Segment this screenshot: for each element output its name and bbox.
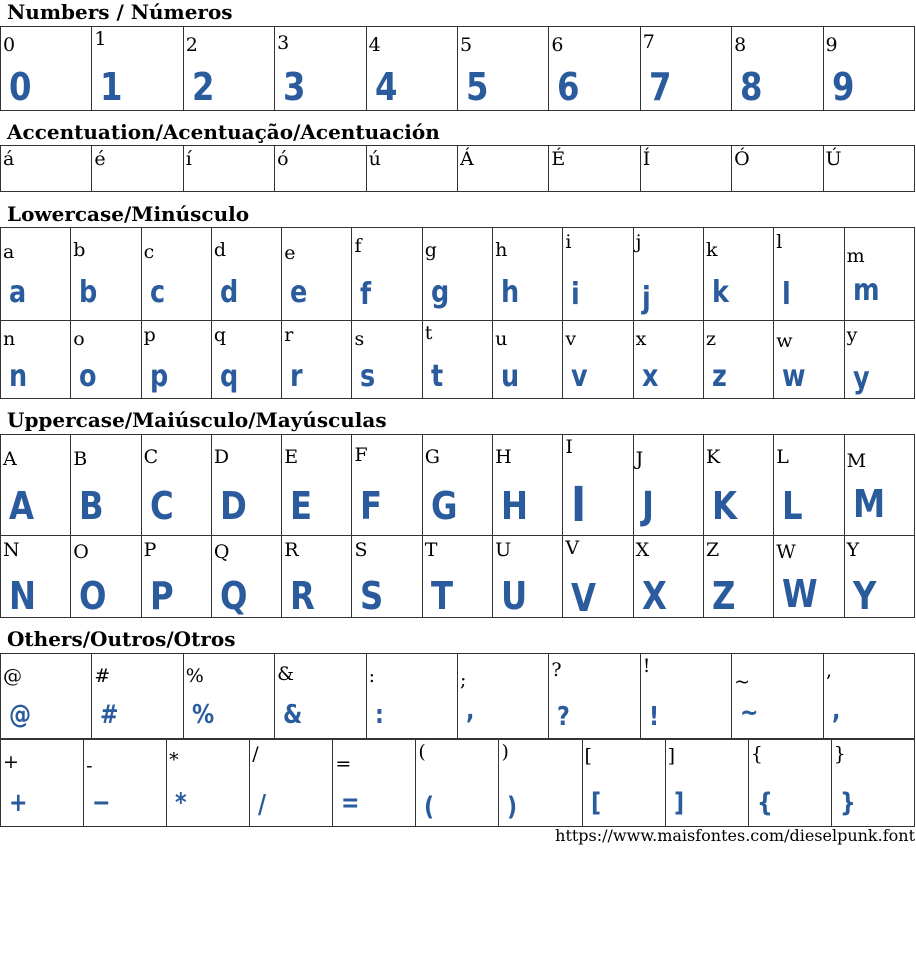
symbol-cell (499, 740, 582, 827)
glyph-sample: V (571, 576, 597, 620)
cell-label: x (635, 328, 647, 350)
symbol-cell (366, 654, 457, 739)
letter-cell (141, 536, 211, 618)
symbol-cell (416, 740, 499, 827)
glyph-sample: A (9, 484, 35, 528)
letter-cell (1, 228, 71, 321)
glyph-sample: } (839, 788, 856, 818)
letter-cell (141, 435, 211, 536)
glyph-sample: 4 (374, 65, 398, 109)
cell-label: i (565, 231, 572, 253)
number-cell (457, 27, 548, 111)
glyph-sample: G (430, 484, 458, 528)
cell-label: 9 (825, 34, 838, 56)
glyph-sample: w (782, 359, 806, 394)
cell-label: / (252, 743, 259, 765)
glyph-sample: 8 (740, 65, 763, 109)
symbol-cell (183, 654, 274, 739)
cell-label: ( (418, 741, 426, 763)
letter-cell (703, 321, 773, 399)
cell-label: ; (459, 669, 467, 691)
glyph-sample: g (430, 275, 450, 310)
cell-label: ó (277, 148, 289, 170)
glyph-sample: k (711, 275, 729, 310)
letter-cell (352, 321, 422, 399)
letter-cell (422, 228, 492, 321)
cell-label: g (424, 239, 437, 261)
glyph-sample: K (711, 484, 738, 528)
cell-label: D (213, 446, 230, 468)
glyph-sample: { (756, 788, 773, 818)
glyph-sample: L (782, 484, 803, 528)
lowercase-row-2 (1, 321, 915, 399)
letter-cell (211, 435, 281, 536)
letter-cell (141, 321, 211, 399)
letter-cell (703, 435, 773, 536)
cell-label: q (213, 324, 227, 346)
glyph-sample: W (782, 572, 818, 616)
letter-cell (633, 228, 703, 321)
glyph-sample: C (149, 484, 174, 528)
source-url-link[interactable]: https://www.maisfontes.com/dieselpunk.font (555, 826, 915, 845)
cell-label: 8 (734, 34, 747, 56)
glyph-sample: : (374, 700, 384, 730)
accent-cell (366, 146, 457, 192)
number-cell (92, 27, 183, 111)
glyph-sample: # (100, 700, 119, 730)
cell-label: N (3, 539, 20, 561)
cell-label: - (86, 755, 93, 777)
glyph-sample: H (501, 484, 529, 528)
glyph-sample: c (149, 275, 165, 310)
letter-cell (563, 435, 633, 536)
number-cell (1, 27, 92, 111)
cell-label: v (565, 328, 577, 350)
cell-label: F (354, 444, 368, 466)
letter-cell (844, 321, 914, 399)
cell-label: p (143, 324, 156, 346)
symbol-cell (457, 654, 548, 739)
accent-cell (640, 146, 731, 192)
accent-cell (183, 146, 274, 192)
accent-cell (732, 146, 823, 192)
glyph-sample: Q (219, 574, 248, 618)
glyph-sample: q (219, 359, 239, 394)
cell-label: % (185, 665, 204, 687)
glyph-sample: ~ (740, 698, 759, 728)
glyph-sample: X (641, 574, 667, 618)
numbers-table (0, 26, 915, 111)
cell-label: X (635, 539, 650, 561)
cell-label: ? (551, 659, 562, 681)
symbol-cell (732, 654, 823, 739)
letter-cell (352, 228, 422, 321)
others-table-2 (0, 739, 915, 827)
cell-label: { (750, 743, 763, 765)
section-title-others: Others/Outros/Otros (7, 627, 236, 651)
glyph-sample: n (9, 359, 28, 394)
glyph-sample: 9 (831, 65, 855, 109)
cell-label: K (705, 446, 721, 468)
glyph-sample: [ (590, 788, 601, 818)
cell-label: M (846, 450, 867, 472)
cell-label: 0 (3, 34, 16, 56)
cell-label: B (73, 448, 88, 470)
cell-label: S (354, 539, 368, 561)
cell-label: n (3, 328, 16, 350)
cell-label: b (73, 239, 86, 261)
accent-cell (92, 146, 183, 192)
letter-cell (774, 536, 844, 618)
glyph-sample: + (9, 788, 28, 818)
glyph-sample: 0 (9, 65, 32, 109)
number-cell (366, 27, 457, 111)
cell-label: 6 (551, 34, 564, 56)
letter-cell (703, 228, 773, 321)
cell-label: V (565, 537, 580, 559)
glyph-sample: , (831, 696, 840, 726)
letter-cell (71, 435, 141, 536)
glyph-sample: 5 (465, 65, 489, 109)
letter-cell (71, 228, 141, 321)
glyph-sample: U (501, 574, 528, 618)
cell-label: k (705, 239, 718, 261)
accent-cell (457, 146, 548, 192)
cell-label: c (143, 241, 155, 263)
cell-label: J (635, 448, 644, 470)
cell-label: G (424, 446, 440, 468)
glyph-sample: , (465, 696, 475, 726)
cell-label: f (354, 235, 362, 257)
letter-cell (141, 228, 211, 321)
symbol-cell (748, 740, 831, 827)
symbol-cell (831, 740, 914, 827)
cell-label: 5 (459, 34, 473, 56)
glyph-sample: P (149, 574, 174, 618)
symbol-cell (640, 654, 731, 739)
symbol-cell (665, 740, 748, 827)
cell-label: a (3, 241, 15, 263)
letter-cell (774, 321, 844, 399)
cell-label: Y (846, 539, 860, 561)
letter-cell (282, 228, 352, 321)
cell-label: H (495, 446, 512, 468)
letter-cell (352, 435, 422, 536)
cell-label: m (846, 245, 865, 267)
cell-label: C (143, 446, 159, 468)
glyph-sample: D (219, 484, 247, 528)
cell-label: E (284, 446, 299, 468)
glyph-sample: R (290, 574, 316, 618)
cell-label: o (73, 328, 85, 350)
glyph-sample: B (79, 484, 104, 528)
glyph-sample: t (430, 359, 443, 394)
symbol-cell (84, 740, 167, 827)
symbol-cell (250, 740, 333, 827)
cell-label: 3 (277, 32, 290, 54)
letter-cell (352, 536, 422, 618)
accents-row (1, 146, 915, 192)
cell-label: * (169, 749, 179, 771)
letter-cell (633, 536, 703, 618)
cell-label: O (73, 541, 89, 563)
glyph-sample: x (641, 359, 659, 394)
glyph-sample: h (501, 275, 520, 310)
glyph-sample: i (571, 277, 581, 312)
cell-label: A (3, 448, 17, 470)
glyph-sample: ) (507, 792, 518, 822)
number-cell (549, 27, 640, 111)
cell-label: á (3, 148, 15, 170)
glyph-sample: F (360, 484, 383, 528)
glyph-sample: 7 (648, 65, 672, 109)
cell-label: É (551, 148, 566, 170)
symbol-cell (1, 740, 84, 827)
glyph-sample: * (175, 788, 187, 818)
letter-cell (282, 435, 352, 536)
cell-label: R (284, 539, 299, 561)
letter-cell (563, 228, 633, 321)
section-title-uppercase: Uppercase/Maiúsculo/Mayúsculas (7, 408, 387, 432)
symbol-cell (823, 654, 914, 739)
letter-cell (211, 536, 281, 618)
cell-label: # (94, 665, 111, 687)
number-cell (732, 27, 823, 111)
cell-label: r (284, 324, 294, 346)
cell-label: Ú (825, 148, 842, 170)
glyph-sample: s (360, 359, 376, 394)
letter-cell (703, 536, 773, 618)
cell-label: t (424, 322, 433, 344)
cell-label: h (495, 239, 508, 261)
accent-cell (823, 146, 914, 192)
cell-label: d (213, 239, 227, 261)
glyph-sample: T (430, 574, 453, 618)
cell-label: [ (584, 745, 592, 767)
numbers-row (1, 27, 915, 111)
glyph-sample: z (711, 359, 727, 394)
letter-cell (844, 435, 914, 536)
section-title-lowercase: Lowercase/Minúsculo (7, 202, 250, 226)
symbol-cell (333, 740, 416, 827)
glyph-sample: l (782, 277, 792, 312)
cell-label: 1 (94, 28, 107, 50)
uppercase-table (0, 434, 915, 618)
glyph-sample: v (571, 359, 589, 394)
accent-cell (549, 146, 640, 192)
accent-cell (275, 146, 366, 192)
glyph-sample: 6 (557, 65, 580, 109)
glyph-sample: y (852, 361, 870, 396)
lowercase-table (0, 227, 915, 399)
letter-cell (1, 536, 71, 618)
letter-cell (774, 228, 844, 321)
others-table-1 (0, 653, 915, 739)
cell-label: = (335, 753, 352, 775)
cell-label: 2 (185, 34, 198, 56)
letter-cell (422, 435, 492, 536)
glyph-sample: a (9, 275, 27, 310)
glyph-sample: & (283, 700, 303, 730)
glyph-sample: N (9, 574, 37, 618)
cell-label: 7 (642, 31, 655, 53)
letter-cell (563, 536, 633, 618)
cell-label: + (3, 751, 19, 773)
cell-label: s (354, 328, 365, 350)
symbol-cell (1, 654, 92, 739)
cell-label: W (776, 541, 796, 563)
symbol-cell (549, 654, 640, 739)
cell-label: é (94, 148, 106, 170)
glyph-sample: ( (424, 792, 435, 822)
cell-label: l (776, 231, 783, 253)
glyph-sample: e (290, 275, 308, 310)
number-cell (640, 27, 731, 111)
glyph-sample: 1 (100, 65, 123, 109)
letter-cell (493, 536, 563, 618)
glyph-sample: O (79, 574, 107, 618)
others-row-1 (1, 654, 915, 739)
glyph-sample: Z (711, 574, 736, 618)
glyph-sample: S (360, 574, 384, 618)
cell-label: u (495, 328, 508, 350)
letter-cell (1, 321, 71, 399)
cell-label: ’ (825, 671, 832, 693)
glyph-sample: j (641, 281, 651, 316)
cell-label: ] (667, 745, 676, 767)
glyph-sample: f (360, 277, 372, 312)
glyph-sample: E (290, 484, 313, 528)
accent-cell (1, 146, 92, 192)
letter-cell (71, 536, 141, 618)
accents-table (0, 145, 915, 192)
section-title-accents: Accentuation/Acentuação/Acentuación (7, 120, 440, 144)
letter-cell (493, 435, 563, 536)
cell-label: Á (459, 148, 474, 170)
glyph-sample: 2 (191, 65, 215, 109)
letter-cell (211, 321, 281, 399)
cell-label: U (495, 539, 512, 561)
cell-label: j (635, 231, 642, 253)
cell-label: Í (642, 148, 651, 170)
number-cell (823, 27, 914, 111)
cell-label: T (424, 539, 438, 561)
uppercase-row-1 (1, 435, 915, 536)
glyph-sample: m (852, 273, 880, 308)
glyph-sample: d (219, 275, 239, 310)
glyph-sample: I (571, 477, 587, 533)
cell-label: 4 (368, 34, 381, 56)
cell-label: : (368, 665, 375, 687)
glyph-sample: 3 (283, 65, 306, 109)
cell-label: P (143, 539, 157, 561)
glyph-sample: @ (9, 700, 32, 730)
cell-label: ú (368, 148, 381, 170)
glyph-sample: Y (852, 574, 876, 618)
letter-cell (493, 321, 563, 399)
glyph-sample: p (149, 359, 168, 394)
uppercase-row-2 (1, 536, 915, 618)
cell-label: í (185, 148, 192, 170)
cell-label: Z (705, 539, 720, 561)
letter-cell (633, 321, 703, 399)
letter-cell (633, 435, 703, 536)
cell-label: I (565, 436, 573, 458)
letter-cell (1, 435, 71, 536)
glyph-sample: ? (557, 702, 571, 732)
symbol-cell (582, 740, 665, 827)
letter-cell (282, 321, 352, 399)
letter-cell (844, 536, 914, 618)
glyph-sample: r (290, 359, 303, 394)
cell-label: L (776, 446, 789, 468)
letter-cell (774, 435, 844, 536)
glyph-sample: ] (673, 788, 684, 818)
cell-label: e (284, 242, 296, 264)
number-cell (275, 27, 366, 111)
lowercase-row-1 (1, 228, 915, 321)
cell-label: z (705, 328, 716, 350)
cell-label: ~ (734, 671, 751, 693)
glyph-sample: o (79, 359, 97, 394)
letter-cell (71, 321, 141, 399)
cell-label: w (776, 330, 793, 352)
letter-cell (493, 228, 563, 321)
cell-label: ! (642, 655, 651, 677)
letter-cell (422, 321, 492, 399)
letter-cell (422, 536, 492, 618)
cell-label: ) (501, 741, 509, 763)
cell-label: Q (213, 541, 230, 563)
glyph-sample: J (641, 484, 654, 528)
letter-cell (563, 321, 633, 399)
glyph-sample: − (92, 788, 111, 818)
symbol-cell (167, 740, 250, 827)
letter-cell (844, 228, 914, 321)
cell-label: } (833, 743, 846, 765)
symbol-cell (275, 654, 366, 739)
cell-label: @ (3, 665, 22, 687)
glyph-sample: / (258, 790, 267, 820)
cell-label: Ó (734, 148, 750, 170)
letter-cell (211, 228, 281, 321)
cell-label: & (277, 663, 295, 685)
glyph-sample: b (79, 275, 98, 310)
glyph-sample: % (191, 700, 214, 730)
symbol-cell (92, 654, 183, 739)
glyph-sample: = (341, 788, 360, 818)
glyph-sample: ! (648, 702, 659, 732)
others-row-2 (1, 740, 915, 827)
cell-label: y (846, 324, 858, 346)
glyph-sample: M (852, 482, 885, 526)
number-cell (183, 27, 274, 111)
glyph-sample: u (501, 359, 520, 394)
section-title-numbers: Numbers / Números (7, 0, 233, 24)
letter-cell (282, 536, 352, 618)
